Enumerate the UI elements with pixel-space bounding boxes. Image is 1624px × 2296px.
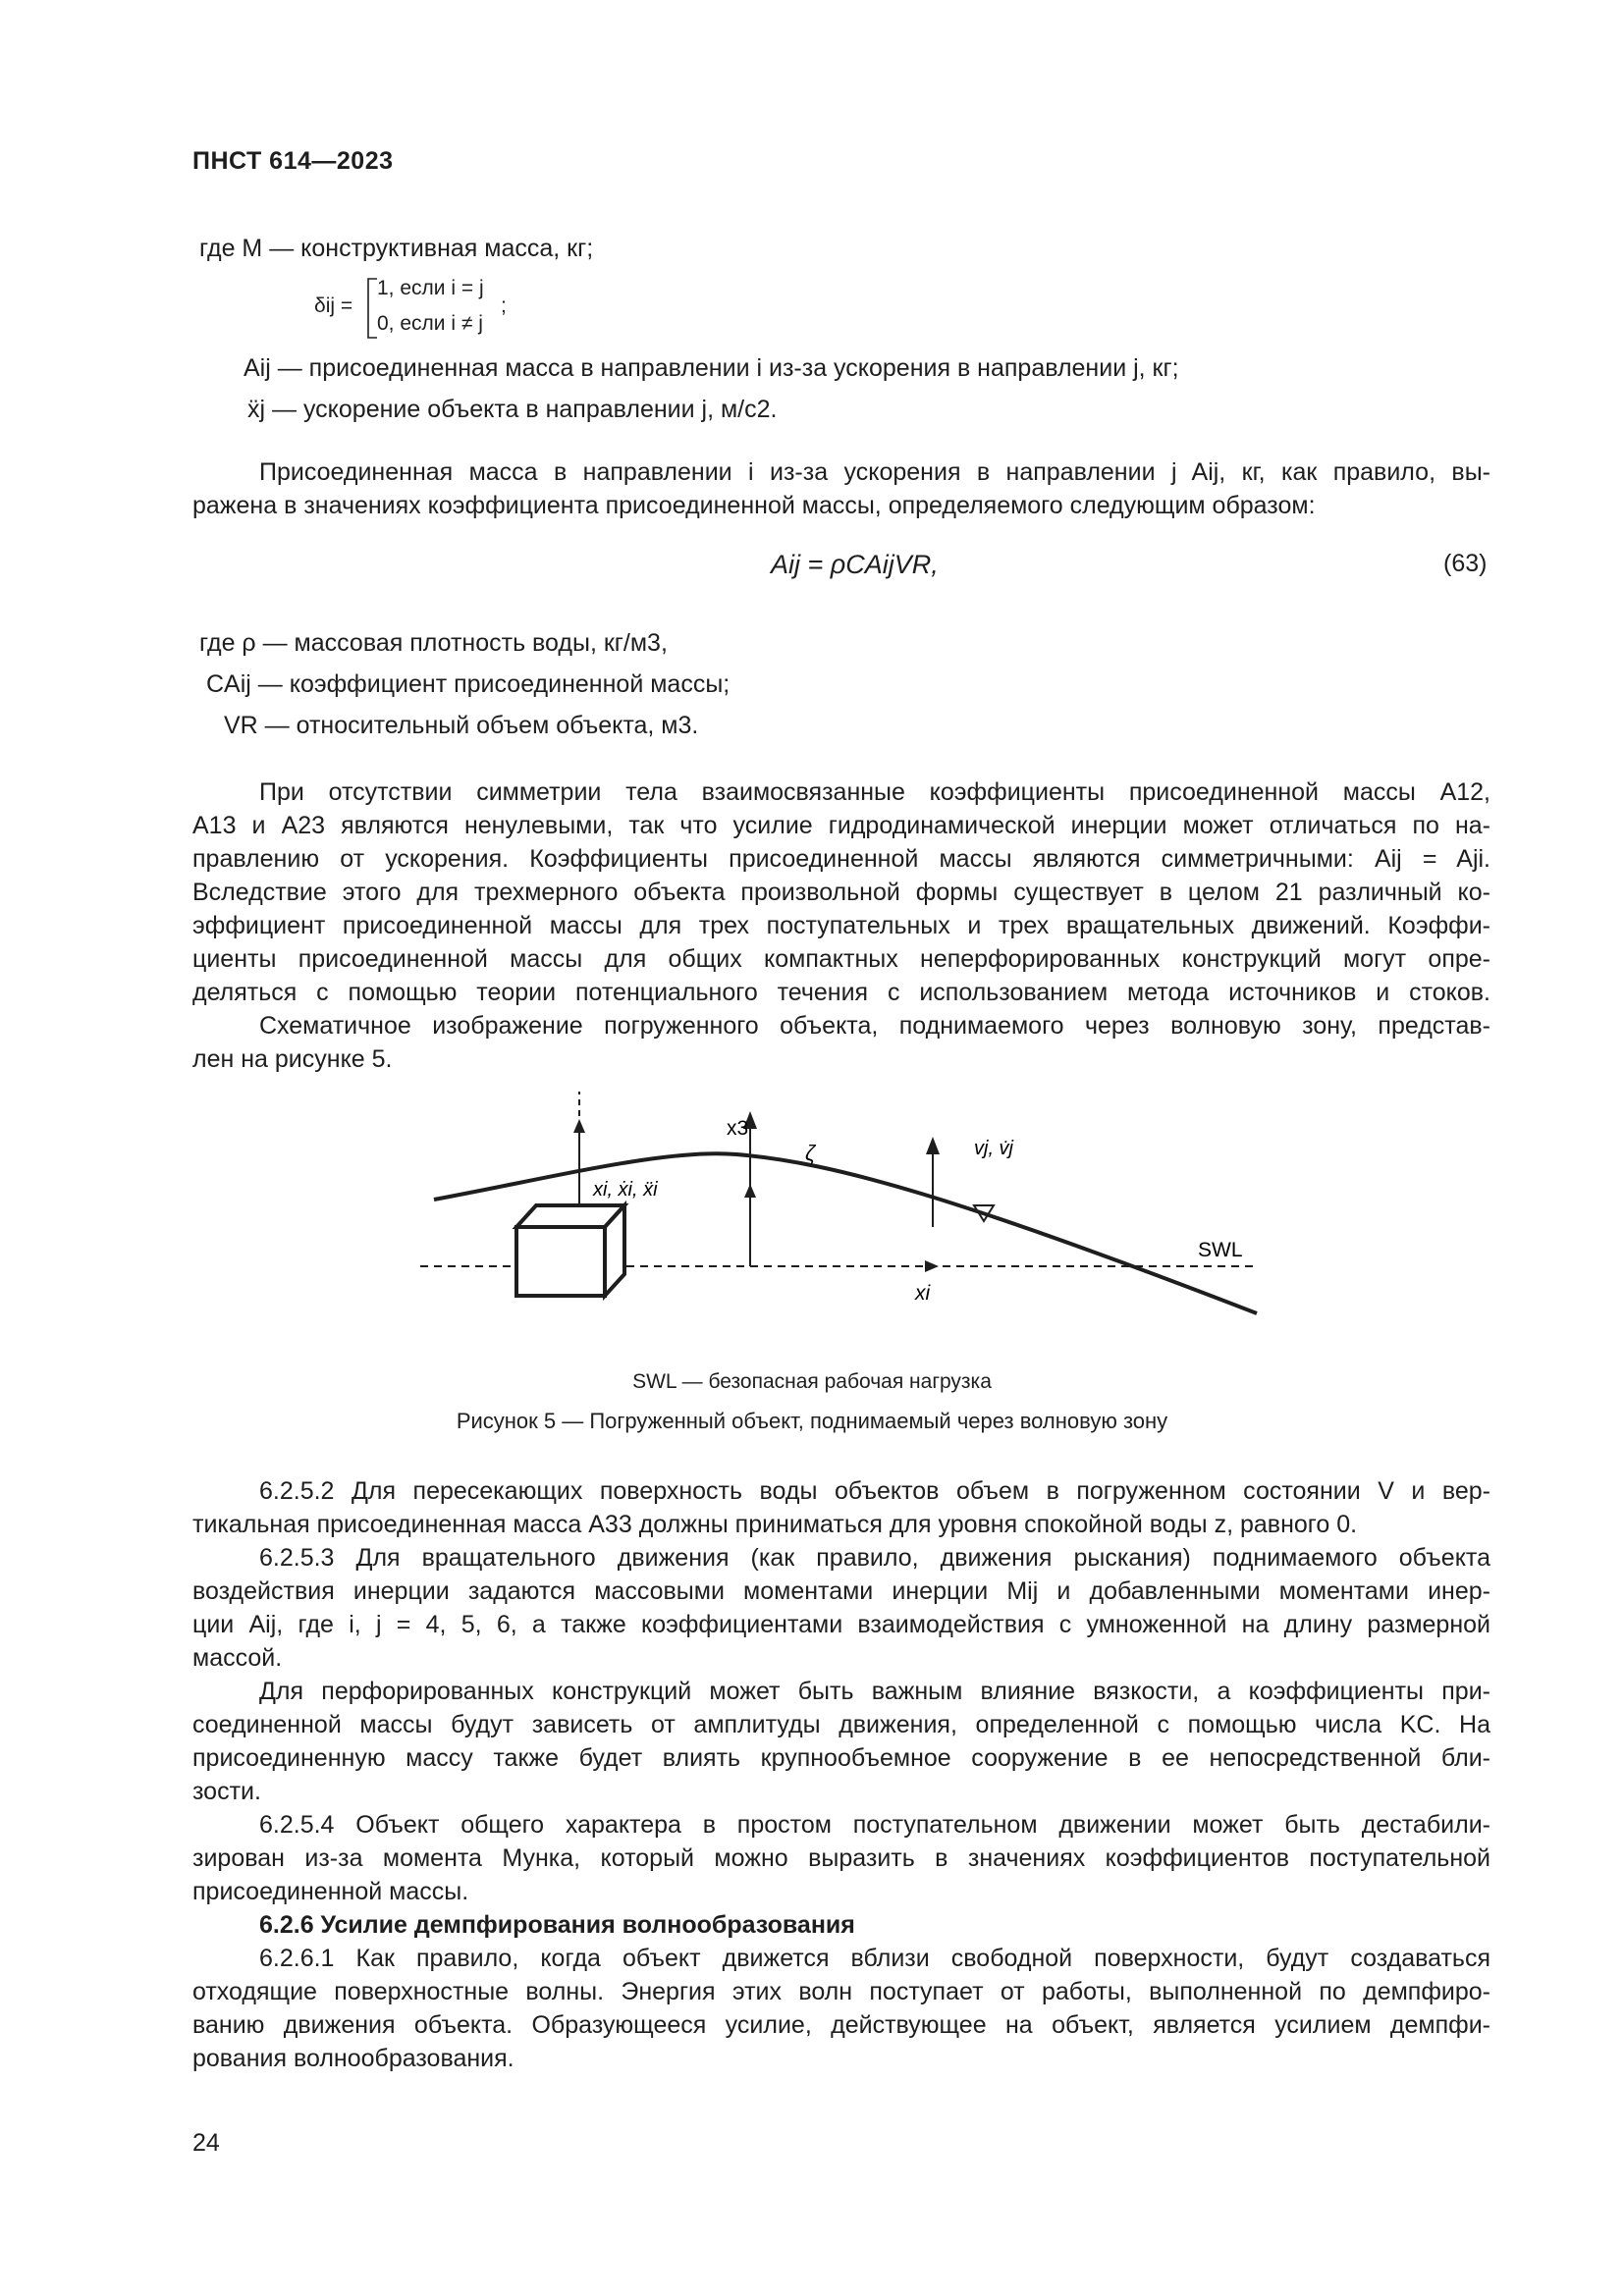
para-3-line-1: Схематичное изображение погруженного объекта, поднимаемого через волновую зону, представ- xyxy=(259,1012,1490,1040)
perf-line-2: соединенной массы будут зависеть от амплитуды движения, определенной с помощью числа KC. На xyxy=(192,1711,1490,1738)
section-heading-626: 6.2.6 Усилие демпфирования волнообразования xyxy=(259,1911,855,1939)
perf-line-3: присоединенную массу также будет влиять крупнообъемное сооружение в ее непосредственной бли- xyxy=(192,1744,1490,1772)
label-zeta: ζ xyxy=(805,1141,816,1165)
sec-6254-line-3: присоединенной массы. xyxy=(192,1878,469,1905)
para-2-line-5: эффициент присоединенной массы для трех поступательных и трех вращательных движений. Коэффи- xyxy=(192,912,1490,939)
para-2-line-4: Вследствие этого для трехмерного объекта произвольной формы существует в целом 21 различный ко- xyxy=(192,879,1490,906)
para-2-line-7: деляться с помощью теории потенциального течения с использованием метода источников и стоков. xyxy=(192,979,1490,1006)
sec-6261-line-3: ванию движения объекта. Образующееся усилие, действующее на объект, является усилием демпфи- xyxy=(192,2011,1490,2039)
def-vr: VR — относительный объем объекта, м3. xyxy=(224,712,699,739)
para-1-line-1: Присоединенная масса в направлении i из-за ускорения в направлении j Aij, кг, как правило, вы- xyxy=(259,458,1490,486)
xi-arrow-icon xyxy=(925,1260,939,1272)
para-2-line-2: A13 и A23 являются ненулевыми, так что усилие гидродинамической инерции может отличаться по на- xyxy=(192,812,1490,839)
delta-symbol: δij = xyxy=(314,294,353,317)
sec-6254-line-2: зирован из-за момента Мунка, который можно выразить в значениях коэффициентов поступательной xyxy=(192,1844,1490,1872)
vj-arrow-icon xyxy=(926,1137,940,1154)
sec-6261-line-1: 6.2.6.1 Как правило, когда объект движется вблизи свободной поверхности, будут создаваться xyxy=(259,1945,1490,1972)
def-acceleration: ẍj — ускорение объекта в направлении j, м/с2. xyxy=(247,396,778,423)
document-code: ПНСТ 614—2023 xyxy=(192,147,394,175)
para-3-line-2: лен на рисунке 5. xyxy=(192,1045,393,1073)
label-swl: SWL xyxy=(1198,1239,1243,1261)
page-number: 24 xyxy=(192,2129,220,2157)
xi-up-arrow-icon xyxy=(573,1119,585,1133)
submerged-object-box xyxy=(516,1205,624,1296)
para-2-line-3: правлению от ускорения. Коэффициенты присоединенной массы являются симметричными: Aij = Aji. xyxy=(192,845,1490,873)
sec-6254-line-1: 6.2.5.4 Объект общего характера в простом поступательном движении может быть дестабили- xyxy=(259,1811,1490,1839)
delta-case-2: 0, если i ≠ j xyxy=(377,312,483,335)
def-mass: где M — конструктивная масса, кг; xyxy=(199,235,594,262)
delta-case-1: 1, если i = j xyxy=(377,277,484,299)
equation-63: Aij = ρCAijVR, xyxy=(771,550,939,579)
sec-6253-line-4: массой. xyxy=(192,1644,283,1672)
perf-line-4: зости. xyxy=(192,1778,261,1805)
sec-6261-line-2: отходящие поверхностные волны. Энергия этих волн поступает от работы, выполненной по демпфиро- xyxy=(192,1978,1490,2005)
figure-5-diagram xyxy=(412,1090,1296,1325)
equation-number: (63) xyxy=(1443,550,1488,577)
sec-6252-line-2: тикальная присоединенная масса A33 должны приниматься для уровня спокойной воды z, равного 0. xyxy=(192,1511,1358,1538)
delta-end: ; xyxy=(501,294,507,317)
def-added-mass: Aij — присоединенная масса в направлении i из-за ускорения в направлении j, кг; xyxy=(244,354,1179,382)
label-vj: vj, v̇j xyxy=(974,1138,1013,1159)
def-ca: CAij — коэффициент присоединенной массы; xyxy=(206,670,731,698)
def-rho: где ρ — массовая плотность воды, кг/м3, xyxy=(199,629,668,657)
para-2-line-6: циенты присоединенной массы для общих компактных неперфорированных конструкций могут опре- xyxy=(192,945,1490,973)
para-2-line-1: При отсутствии симметрии тела взаимосвязанные коэффициенты присоединенной массы A12, xyxy=(259,778,1490,806)
figure-caption: Рисунок 5 — Погруженный объект, поднимаемый через волновую зону xyxy=(456,1409,1168,1433)
sec-6252-line-1: 6.2.5.2 Для пересекающих поверхность воды объектов объем в погруженном состоянии V и вер- xyxy=(259,1477,1490,1505)
para-1-line-2: ражена в значениях коэффициента присоединенной массы, определяемого следующим образом: xyxy=(192,492,1316,519)
sec-6253-line-2: воздействия инерции задаются массовыми моментами инерции Mij и добавленными моментами инер- xyxy=(192,1577,1490,1605)
perf-line-1: Для перфорированных конструкций может быть важным влияние вязкости, а коэффициенты при- xyxy=(259,1678,1490,1705)
label-x3: x3 xyxy=(727,1117,749,1140)
sec-6253-line-1: 6.2.5.3 Для вращательного движения (как правило, движения рыскания) поднимаемого объекта xyxy=(259,1544,1490,1572)
figure-legend: SWL — безопасная рабочая нагрузка xyxy=(632,1370,992,1393)
zeta-arrow-icon xyxy=(744,1184,756,1198)
label-xi: xi xyxy=(915,1282,931,1305)
sec-6261-line-4: рования волнообразования. xyxy=(192,2045,514,2072)
sec-6253-line-3: ции Aij, где i, j = 4, 5, 6, а также коэффициентами взаимодействия с умноженной на длину размерной xyxy=(192,1611,1490,1638)
label-xi-set: xi, ẋi, ẍi xyxy=(593,1179,658,1201)
